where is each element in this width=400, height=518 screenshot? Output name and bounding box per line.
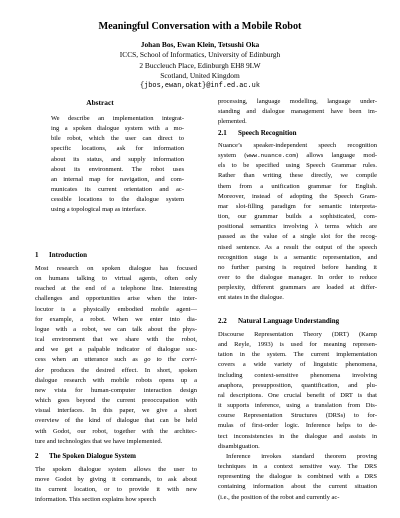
spoken-dialogue-text [35, 465, 197, 506]
text-line [35, 355, 197, 365]
author-email: {jbos,ewan,okat}@inf.ed.ac.uk [140, 82, 260, 91]
introduction-text [35, 264, 197, 447]
text-line: cessible locations to the dialogue system [51, 196, 184, 204]
text-line: processing, language modelling, language under- [218, 98, 377, 105]
text-line [35, 366, 197, 376]
text-line: an internal map for navigation, and com- [51, 175, 184, 183]
text-line: ture and technologies that we have implemented. [35, 437, 163, 445]
text-line: recognition stage is a semantic representation, and [218, 253, 377, 261]
text-line: on humans talking to virtual agents, often only [35, 275, 197, 283]
text-line: disambiguation. [218, 442, 260, 450]
text-line: covers a wide variety of linguistic phenomena, [218, 361, 377, 369]
text-line: which goes beyond the current preoccupation with [35, 397, 197, 405]
text-line: with Godot, our robot, together with the architec- [35, 427, 197, 435]
text-line: Discourse Representation Theory (DRT) (Kamp [218, 331, 377, 338]
text-line [218, 151, 377, 161]
speech-recognition-lines [218, 161, 377, 303]
text-line: ral descriptions. One crucial benefit of DRT is that [218, 391, 377, 399]
text-line: information. This section explains how speech [35, 496, 156, 504]
country-line: Scotland, United Kingdom [160, 70, 240, 80]
paper-title: Meaningful Conversation with a Mobile Robot [98, 21, 302, 32]
text-line: plemented. [218, 118, 247, 126]
section-heading-spoken-dialogue [35, 452, 136, 461]
text-line: course Representation Structures (DRSs) to for- [218, 412, 377, 420]
text-line: over to the dialogue manager. In order to reduce [218, 274, 377, 282]
text-line: visual interfaces. In this paper, we give a short [35, 407, 197, 415]
text-line: containing information about the current situation [218, 483, 377, 491]
text-line: We describe an implementation integrat- [51, 115, 184, 122]
text-line: mar slot-filling paradigm for semantic interpreta- [218, 202, 377, 210]
author-block [0, 40, 400, 91]
text-line: no further parsing is required before handing it [218, 263, 377, 271]
text-line: anaphora, presupposition, quantification, and plu- [218, 381, 377, 389]
nlu-text [218, 330, 377, 503]
text-line: for example, a robot. When we enter into dia- [35, 315, 197, 323]
text-line: passed as the value of a single slot for the recog- [218, 233, 377, 241]
section-heading-speech-recognition [218, 129, 297, 138]
right-column-intro-text [218, 97, 377, 127]
speech-recognition-text [218, 141, 377, 304]
section-title: Speech Recognition [238, 129, 297, 137]
text-line: Rather than writing these directly, we compile [218, 172, 377, 180]
affiliation-line: ICCS, School of Informatics, University of Edinburgh [119, 50, 281, 60]
nuance-url: www.nuance.com [246, 152, 296, 160]
text-line: Moreover, instead of adopting the Speech Gram- [218, 192, 377, 200]
text-line: Nuance’s speaker-independent speech recognition [218, 142, 377, 149]
text-line: about its status, and supply information [51, 155, 184, 163]
text-line: nised sentence. As a result the output of the speech [218, 243, 377, 251]
text-line: reached at the end of a telephone line. Interesting [35, 285, 197, 293]
text-span: system ( [218, 152, 247, 160]
text-line: dialogue research with mobile robots opens up a [35, 376, 197, 384]
text-line: (i.e., the position of the robot and currently ac- [218, 493, 340, 501]
text-line: tation in the system. The current implementation [218, 351, 377, 359]
text-line: and we get a palpable indicator of dialogue suc- [35, 346, 197, 354]
text-line: bile robot, which the user can direct to [51, 135, 184, 143]
text-line: challenges and opportunities arise when the inter- [35, 295, 197, 303]
text-line: logue with a robot, we can talk about the phys- [35, 325, 197, 333]
text-line: ing a spoken dialogue system with a mo- [51, 125, 184, 133]
text-line: Most research on spoken dialogue has focused [35, 265, 197, 272]
text-line: them from a unification grammar for English. [218, 182, 377, 190]
text-line: mulas of first-order logic. Inference helps to de- [218, 422, 377, 430]
text-line: using a topological map as interface. [51, 206, 147, 214]
text-line: tion, our grammar builds a sophisticated, com- [218, 213, 377, 221]
abstract-text [51, 114, 184, 216]
text-line: overview of the kind of dialogue that can be held [35, 417, 197, 425]
text-line: The spoken dialogue system allows the user to [35, 466, 197, 473]
text-line: move Godot by giving it commands, to ask about [35, 476, 197, 484]
italic-phrase: dor [35, 366, 45, 374]
text-line: it supports inference, using a translation from Dis- [218, 402, 377, 410]
text-line: its current location, or to provide it with new [35, 486, 197, 494]
text-line: ical environment that we share with the robot, [35, 336, 197, 344]
text-line: ent states in the dialogue. [218, 294, 284, 302]
section-number: 2.2 [218, 317, 227, 325]
section-title: Natural Language Understanding [238, 317, 340, 325]
address-line: 2 Buccleuch Place, Edinburgh EH8 9LW [139, 60, 261, 70]
section-number: 2 [35, 452, 39, 460]
text-span: ) allows language mod- [295, 152, 377, 160]
text-span: cess when an utterance such as [35, 356, 144, 364]
text-line: locutor is a physically embodied mobile agent— [35, 305, 197, 313]
abstract-heading: Abstract [86, 98, 114, 107]
text-line: new vista for human-computer interaction design [35, 386, 197, 394]
section-heading-introduction [35, 251, 87, 260]
section-title: The Spoken Dialogue System [49, 452, 136, 460]
text-line: Inference invokes standard theorem proving [226, 452, 377, 460]
text-span: produces the desired effect. In short, spoken [44, 366, 197, 374]
text-line: and Reyle, 1993) is used for meaning represen- [218, 341, 377, 349]
section-number: 1 [35, 251, 39, 259]
text-line: about its environment. The robot uses [51, 165, 184, 173]
text-line: municates its current orientation and ac- [51, 186, 184, 194]
text-line: els to be specified using Speech Grammar rules. [218, 162, 377, 170]
text-line: specific locations, ask for information [51, 145, 184, 153]
italic-phrase: go to the corri- [143, 356, 197, 364]
text-line: including context-sensitive phenomena involving [218, 371, 377, 379]
text-line: perplexity, different grammars are loaded at differ- [218, 284, 377, 292]
section-number: 2.1 [218, 129, 227, 137]
text-line: standing and dialogue management have been im- [218, 108, 377, 116]
text-line: positional semantics involving λ terms which are [218, 223, 377, 231]
text-line: techniques in a context sensitive way. The DRS [218, 463, 377, 471]
text-line: representing the dialogue is combined with a DRS [218, 473, 377, 481]
author-names: Johan Bos, Ewan Klein, Tetsushi Oka [140, 40, 260, 49]
text-line: tect inconsistencies in the dialogue and assists in [218, 432, 377, 440]
section-title: Introduction [49, 251, 87, 259]
section-heading-nlu [218, 317, 339, 326]
